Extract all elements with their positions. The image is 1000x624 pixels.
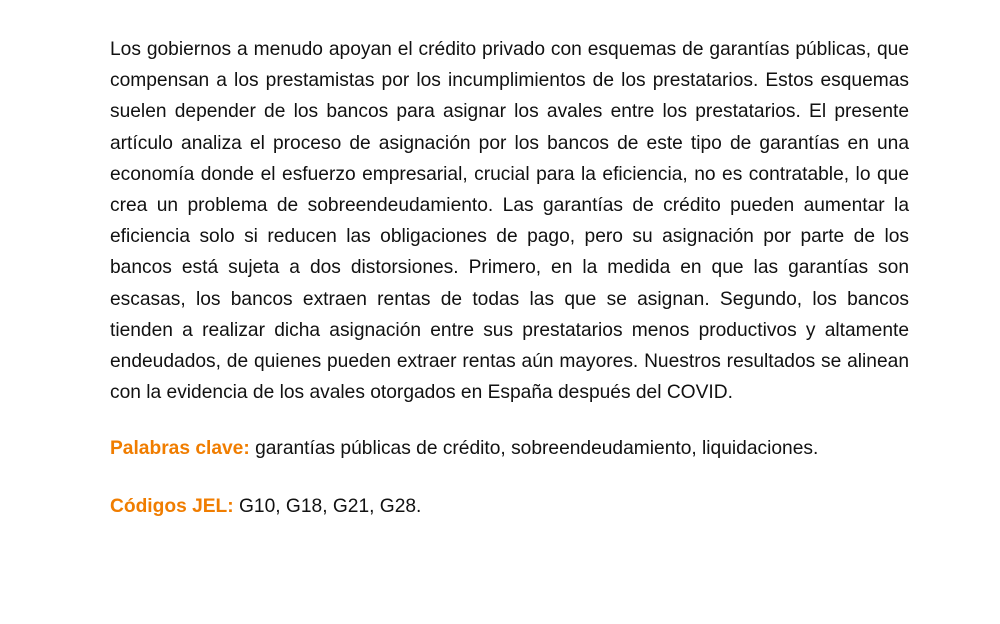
keywords-value: garantías públicas de crédito, sobreendeudamiento, liquidaciones. [255,438,819,460]
jel-codes-value: G10, G18, G21, G28. [239,495,422,517]
keywords-label: Palabras clave: [110,438,250,460]
jel-codes-line [110,491,909,522]
document-body [110,34,909,522]
abstract-paragraph: Los gobiernos a menudo apoyan el crédito privado con esquemas de garantías públicas, que compensan a los prestamistas por los incumplimientos de los prestatarios. Estos esquemas suelen depender de los bancos para asignar los avales entre los prestatarios. El presente artículo analiza el proceso de asignación por los bancos de este tipo de garantías en una economía donde el esfuerzo empresarial, crucial para la eficiencia, no es contratable, lo que crea un problema de sobreendeudamiento. Las garantías de crédito pueden aumentar la eficiencia solo si reducen las obligaciones de pago, pero su asignación por parte de los bancos está sujeta a dos distorsiones. Primero, en la medida en que las garantías son escasas, los bancos extraen rentas de todas las que se asignan. Segundo, los bancos tienden a realizar dicha asignación entre sus prestatarios menos productivos y altamente endeudados, de quienes pueden extraer rentas aún mayores. Nuestros resultados se alinean con la evidencia de los avales otorgados en España después del COVID. [110,39,909,404]
keywords-line [110,433,909,464]
jel-codes-label: Códigos JEL: [110,495,234,517]
